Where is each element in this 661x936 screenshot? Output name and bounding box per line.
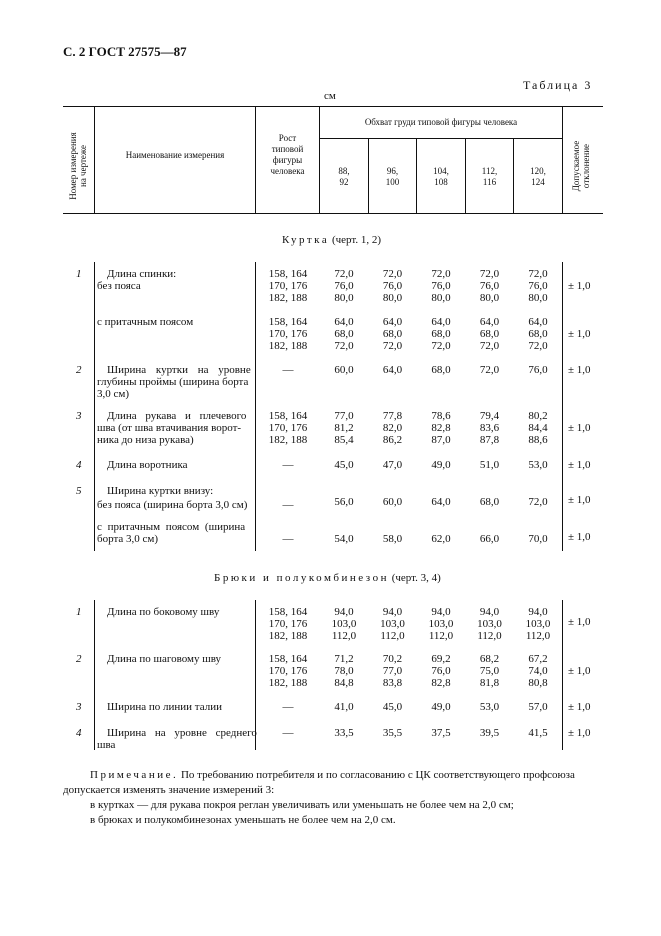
value-cell: 94,0 103,0 112,0 xyxy=(331,606,357,642)
tolerance-value: ± 1,0 xyxy=(568,665,591,677)
value-cell: 76,0 xyxy=(528,364,548,376)
measure-name: Ширина на уровне среднего шва xyxy=(97,727,257,751)
body-column-divider xyxy=(94,600,95,750)
value-cell: 94,0 103,0 112,0 xyxy=(380,606,405,642)
measure-name: Длина по шаговому шву xyxy=(107,653,222,665)
row-number: 2 xyxy=(76,364,82,376)
header-girth-88-92: 88, 92 xyxy=(338,166,350,187)
measure-name: Длина воротника xyxy=(107,459,188,471)
value-cell: 60,0 xyxy=(334,364,354,376)
value-cell: 39,5 xyxy=(479,727,500,739)
unit-label: см xyxy=(324,90,336,102)
note-line-2: допускается изменять значение измерений 3: xyxy=(63,784,275,796)
height-values: — xyxy=(282,459,294,471)
value-cell: 72,0 76,0 80,0 xyxy=(431,268,451,304)
value-cell: 35,5 xyxy=(382,727,403,739)
header-height: Рост типовой фигуры человека xyxy=(270,133,305,176)
value-cell: 33,5 xyxy=(334,727,354,739)
value-cell: 68,0 xyxy=(431,364,451,376)
value-cell: 64,0 68,0 72,0 xyxy=(334,316,354,352)
value-cell: 58,0 xyxy=(382,533,403,545)
value-cell: 45,0 xyxy=(334,459,354,471)
value-cell: 66,0 xyxy=(479,533,500,545)
tolerance-value: ± 1,0 xyxy=(568,616,591,628)
header-girth-120-124: 120, 124 xyxy=(530,166,546,187)
value-cell: 54,0 xyxy=(334,533,354,545)
value-cell: 72,0 76,0 80,0 xyxy=(382,268,403,304)
value-cell: 56,0 xyxy=(334,496,354,508)
value-cell: 72,0 xyxy=(479,364,500,376)
value-cell: 49,0 xyxy=(431,459,451,471)
measure-name: Длина рукава и плечевого шва (от шва втачивания ворот- ника до низа рукава) xyxy=(97,410,247,446)
tolerance-value: ± 1,0 xyxy=(568,459,591,471)
section-title-jacket: Куртка (черт. 1, 2) xyxy=(282,234,382,246)
header-girth-104-108: 104, 108 xyxy=(433,166,449,187)
value-cell: 72,0 76,0 80,0 xyxy=(479,268,500,304)
value-cell: 60,0 xyxy=(382,496,403,508)
value-cell: 72,0 76,0 80,0 xyxy=(528,268,548,304)
note-line-1: Примечание. По требованию потребителя и по согласованию с ЦК соответствующего профсоюза xyxy=(90,769,575,781)
value-cell: 51,0 xyxy=(479,459,500,471)
measure-name: Ширина куртки внизу: без пояса (ширина борта 3,0 см) xyxy=(97,485,248,511)
height-values: — xyxy=(282,364,294,376)
value-cell: 47,0 xyxy=(382,459,403,471)
value-cell: 71,2 78,0 84,8 xyxy=(334,653,354,689)
height-values: 158, 164 170, 176 182, 188 xyxy=(268,606,308,642)
value-cell: 64,0 68,0 72,0 xyxy=(479,316,500,352)
value-cell: 57,0 xyxy=(528,701,548,713)
value-cell: 69,2 76,0 82,8 xyxy=(431,653,451,689)
value-cell: 67,2 74,0 80,8 xyxy=(528,653,548,689)
header-girth-112-116: 112, 116 xyxy=(481,166,498,187)
table-label: Таблица 3 xyxy=(523,78,593,92)
height-values: — xyxy=(282,701,294,713)
value-cell: 94,0 103,0 112,0 xyxy=(525,606,551,642)
document-header: С. 2 ГОСТ 27575—87 xyxy=(63,44,187,59)
value-cell: 64,0 68,0 72,0 xyxy=(382,316,403,352)
value-cell: 64,0 68,0 72,0 xyxy=(431,316,451,352)
value-cell: 41,5 xyxy=(528,727,548,739)
measure-name: Длина по боковому шву xyxy=(107,606,220,618)
body-column-divider xyxy=(94,262,95,551)
measure-name: с притачным поясом (ширина борта 3,0 см) xyxy=(97,521,246,545)
height-values: — xyxy=(282,499,294,511)
measure-name: Ширина по линии талии xyxy=(107,701,222,713)
value-cell: 94,0 103,0 112,0 xyxy=(477,606,502,642)
row-number: 4 xyxy=(76,727,82,739)
tolerance-value: ± 1,0 xyxy=(568,328,591,340)
header-chest-girth: Обхват груди типовой фигуры человека xyxy=(364,117,518,127)
body-column-divider xyxy=(562,600,563,750)
value-cell: 64,0 xyxy=(431,496,451,508)
table-top-border xyxy=(63,106,603,107)
value-cell: 49,0 xyxy=(431,701,451,713)
value-cell: 53,0 xyxy=(528,459,548,471)
note-line-4: в брюках и полукомбинезонах уменьшать не более чем на 2,0 см. xyxy=(90,814,396,826)
tolerance-value: ± 1,0 xyxy=(568,364,591,376)
value-cell: 53,0 xyxy=(479,701,500,713)
note-line-3: в куртках — для рукава покроя реглан увеличивать или уменьшать не более чем на 2,0 см; xyxy=(90,799,514,811)
column-divider xyxy=(562,106,563,214)
header-measure-name: Наименование измерения xyxy=(125,150,225,160)
value-cell: 77,0 81,2 85,4 xyxy=(334,410,354,446)
row-number: 2 xyxy=(76,653,82,665)
height-values: — xyxy=(282,533,294,545)
row-number: 5 xyxy=(76,485,82,497)
height-values: 158, 164 170, 176 182, 188 xyxy=(268,410,308,446)
value-cell: 72,0 76,0 80,0 xyxy=(334,268,354,304)
row-number: 4 xyxy=(76,459,82,471)
header-girth-96-100: 96, 100 xyxy=(385,166,400,187)
value-cell: 45,0 xyxy=(382,701,403,713)
measure-name: Длина спинки: без пояса xyxy=(97,268,177,292)
value-cell: 72,0 xyxy=(528,496,548,508)
row-number: 1 xyxy=(76,268,82,280)
value-cell: 62,0 xyxy=(431,533,451,545)
value-cell: 64,0 68,0 72,0 xyxy=(528,316,548,352)
header-measure-number: Номер измерения на чертеже xyxy=(68,132,88,200)
value-cell: 70,2 77,0 83,8 xyxy=(382,653,403,689)
value-cell: 68,0 xyxy=(479,496,500,508)
row-number: 3 xyxy=(76,701,82,713)
section-title-trousers: Брюки и полукомбинезон (черт. 3, 4) xyxy=(214,572,441,584)
column-divider xyxy=(94,106,95,214)
value-cell: 70,0 xyxy=(528,533,548,545)
measure-name: Ширина куртки на уровне глубины проймы (ширина борта 3,0 см) xyxy=(97,364,251,400)
tolerance-value: ± 1,0 xyxy=(568,531,591,543)
value-cell: 78,6 82,8 87,0 xyxy=(431,410,451,446)
measure-name: с притачным поясом xyxy=(97,316,194,328)
height-values: 158, 164 170, 176 182, 188 xyxy=(268,653,308,689)
row-number: 3 xyxy=(76,410,82,422)
tolerance-value: ± 1,0 xyxy=(568,280,591,292)
value-cell: 80,2 84,4 88,6 xyxy=(528,410,548,446)
row-number: 1 xyxy=(76,606,82,618)
height-values: 158, 164 170, 176 182, 188 xyxy=(268,268,308,304)
tolerance-value: ± 1,0 xyxy=(568,701,591,713)
value-cell: 64,0 xyxy=(382,364,403,376)
value-cell: 37,5 xyxy=(431,727,451,739)
tolerance-value: ± 1,0 xyxy=(568,727,591,739)
value-cell: 79,4 83,6 87,8 xyxy=(479,410,500,446)
header-tolerance: Допускаемое отклонение xyxy=(571,140,591,192)
tolerance-value: ± 1,0 xyxy=(568,494,591,506)
height-values: 158, 164 170, 176 182, 188 xyxy=(268,316,308,352)
body-column-divider xyxy=(562,262,563,551)
value-cell: 41,0 xyxy=(334,701,354,713)
value-cell: 94,0 103,0 112,0 xyxy=(428,606,454,642)
height-values: — xyxy=(282,727,294,739)
table-header-bottom-border xyxy=(63,213,603,214)
tolerance-value: ± 1,0 xyxy=(568,422,591,434)
girth-subheader-border xyxy=(319,138,562,139)
value-cell: 68,2 75,0 81,8 xyxy=(479,653,500,689)
value-cell: 77,8 82,0 86,2 xyxy=(382,410,403,446)
